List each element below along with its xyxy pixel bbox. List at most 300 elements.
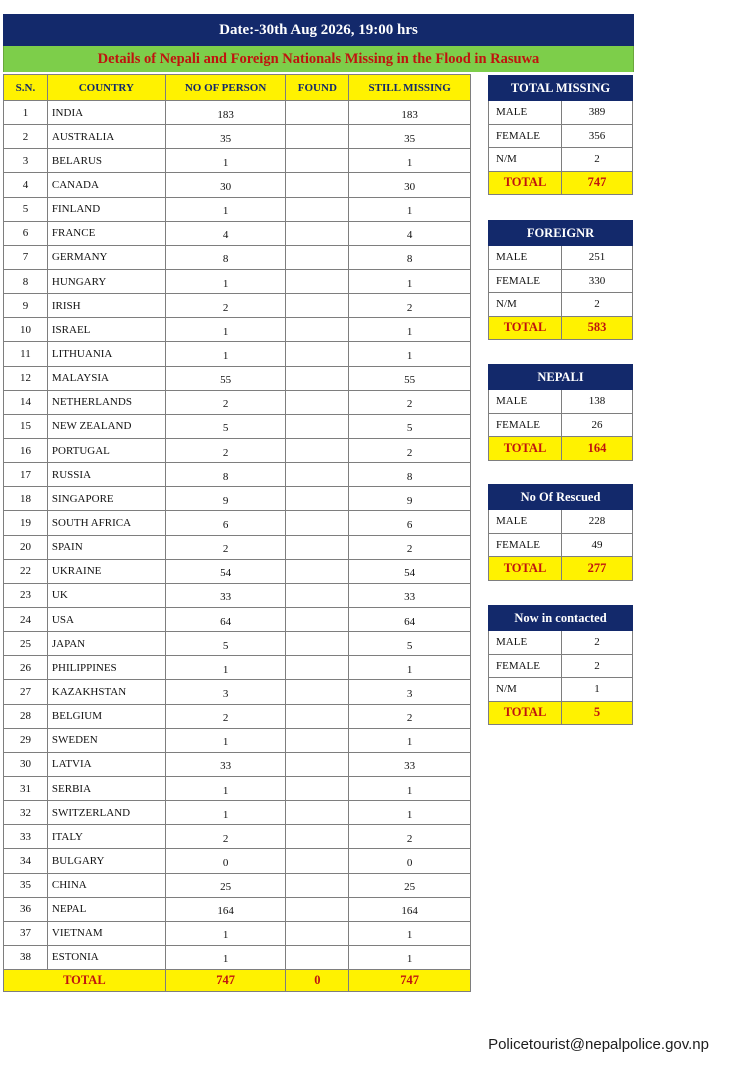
summary-label: N/M <box>489 293 562 317</box>
row-sn: 27 <box>4 680 48 704</box>
table-row <box>4 825 471 849</box>
summary-table <box>488 484 633 581</box>
row-still-missing: 1 <box>349 921 471 945</box>
row-sn: 19 <box>4 511 48 535</box>
summary-label: MALE <box>489 101 562 125</box>
row-found <box>286 438 349 462</box>
row-still-missing: 1 <box>349 318 471 342</box>
row-sn: 25 <box>4 632 48 656</box>
summary-row <box>489 293 633 317</box>
row-country: ITALY <box>47 825 165 849</box>
row-still-missing: 4 <box>349 221 471 245</box>
row-no-of-person: 1 <box>165 197 286 221</box>
table-row <box>4 438 471 462</box>
row-still-missing: 2 <box>349 294 471 318</box>
summary-value: 2 <box>562 148 633 172</box>
summary-table <box>488 75 633 195</box>
row-country: IRISH <box>47 294 165 318</box>
summary-total-label: TOTAL <box>489 557 562 581</box>
row-found <box>286 173 349 197</box>
row-sn: 10 <box>4 318 48 342</box>
row-country: VIETNAM <box>47 921 165 945</box>
row-sn: 34 <box>4 849 48 873</box>
summary-total-row <box>489 316 633 340</box>
foreigner-box <box>488 220 633 340</box>
row-no-of-person: 8 <box>165 463 286 487</box>
row-no-of-person: 164 <box>165 897 286 921</box>
row-sn: 23 <box>4 583 48 607</box>
row-no-of-person: 35 <box>165 125 286 149</box>
summary-label: MALE <box>489 390 562 414</box>
row-country: RUSSIA <box>47 463 165 487</box>
row-sn: 15 <box>4 414 48 438</box>
table-row <box>4 873 471 897</box>
table-row <box>4 801 471 825</box>
summary-total-label: TOTAL <box>489 171 562 195</box>
row-still-missing: 33 <box>349 752 471 776</box>
row-no-of-person: 4 <box>165 221 286 245</box>
row-no-of-person: 2 <box>165 535 286 559</box>
row-still-missing: 5 <box>349 414 471 438</box>
row-still-missing: 5 <box>349 632 471 656</box>
table-row <box>4 197 471 221</box>
row-still-missing: 30 <box>349 173 471 197</box>
row-country: NEW ZEALAND <box>47 414 165 438</box>
table-row <box>4 776 471 800</box>
row-found <box>286 583 349 607</box>
row-sn: 5 <box>4 197 48 221</box>
row-sn: 32 <box>4 801 48 825</box>
contacted-box <box>488 605 633 725</box>
row-still-missing: 1 <box>349 801 471 825</box>
summary-total-label: TOTAL <box>489 437 562 461</box>
row-still-missing: 6 <box>349 511 471 535</box>
row-still-missing: 1 <box>349 269 471 293</box>
row-still-missing: 55 <box>349 366 471 390</box>
row-country: SWEDEN <box>47 728 165 752</box>
summary-value: 251 <box>562 246 633 270</box>
row-country: BELARUS <box>47 149 165 173</box>
row-sn: 33 <box>4 825 48 849</box>
summary-value: 1 <box>562 678 633 702</box>
row-no-of-person: 1 <box>165 921 286 945</box>
table-row <box>4 511 471 535</box>
row-no-of-person: 6 <box>165 511 286 535</box>
row-still-missing: 1 <box>349 656 471 680</box>
table-row <box>4 221 471 245</box>
table-row <box>4 656 471 680</box>
table-row <box>4 921 471 945</box>
row-no-of-person: 9 <box>165 487 286 511</box>
row-sn: 28 <box>4 704 48 728</box>
row-found <box>286 342 349 366</box>
row-found <box>286 149 349 173</box>
row-no-of-person: 0 <box>165 849 286 873</box>
summary-label: N/M <box>489 678 562 702</box>
row-found <box>286 197 349 221</box>
row-still-missing: 183 <box>349 101 471 125</box>
row-found <box>286 825 349 849</box>
row-country: AUSTRALIA <box>47 125 165 149</box>
table-row <box>4 318 471 342</box>
row-found <box>286 390 349 414</box>
row-sn: 12 <box>4 366 48 390</box>
summary-value: 356 <box>562 124 633 148</box>
row-sn: 2 <box>4 125 48 149</box>
summary-total-row <box>489 437 633 461</box>
row-country: JAPAN <box>47 632 165 656</box>
row-found <box>286 511 349 535</box>
row-found <box>286 607 349 631</box>
row-sn: 8 <box>4 269 48 293</box>
row-found <box>286 849 349 873</box>
summary-row <box>489 413 633 437</box>
table-row <box>4 487 471 511</box>
table-row <box>4 245 471 269</box>
row-sn: 16 <box>4 438 48 462</box>
row-found <box>286 728 349 752</box>
report-title: Details of Nepali and Foreign Nationals Missing in the Flood in Rasuwa <box>3 46 634 72</box>
row-country: SPAIN <box>47 535 165 559</box>
row-sn: 6 <box>4 221 48 245</box>
summary-row <box>489 124 633 148</box>
table-row <box>4 173 471 197</box>
row-found <box>286 245 349 269</box>
summary-title: TOTAL MISSING <box>489 76 633 101</box>
summary-label: FEMALE <box>489 124 562 148</box>
row-still-missing: 9 <box>349 487 471 511</box>
summary-row <box>489 654 633 678</box>
row-still-missing: 2 <box>349 535 471 559</box>
row-sn: 35 <box>4 873 48 897</box>
total-persons: 747 <box>165 970 286 992</box>
row-no-of-person: 2 <box>165 704 286 728</box>
row-still-missing: 1 <box>349 776 471 800</box>
row-sn: 31 <box>4 776 48 800</box>
table-row <box>4 414 471 438</box>
table-total-row <box>4 970 471 992</box>
row-found <box>286 897 349 921</box>
row-sn: 30 <box>4 752 48 776</box>
row-country: NEPAL <box>47 897 165 921</box>
contact-email: Policetourist@nepalpolice.gov.np <box>488 1036 709 1053</box>
row-no-of-person: 30 <box>165 173 286 197</box>
summary-label: MALE <box>489 631 562 655</box>
row-no-of-person: 1 <box>165 656 286 680</box>
row-no-of-person: 1 <box>165 318 286 342</box>
summary-row <box>489 631 633 655</box>
row-country: SERBIA <box>47 776 165 800</box>
row-no-of-person: 5 <box>165 414 286 438</box>
summary-value: 26 <box>562 413 633 437</box>
table-row <box>4 607 471 631</box>
summary-title: FOREIGNR <box>489 221 633 246</box>
table-row <box>4 463 471 487</box>
row-country: GERMANY <box>47 245 165 269</box>
row-still-missing: 25 <box>349 873 471 897</box>
summary-row <box>489 533 633 557</box>
row-found <box>286 559 349 583</box>
summary-total-value: 583 <box>562 316 633 340</box>
row-found <box>286 318 349 342</box>
row-found <box>286 680 349 704</box>
summary-value: 2 <box>562 293 633 317</box>
row-sn: 4 <box>4 173 48 197</box>
summary-title: Now in contacted <box>489 606 633 631</box>
row-country: SWITZERLAND <box>47 801 165 825</box>
row-no-of-person: 1 <box>165 342 286 366</box>
row-country: LATVIA <box>47 752 165 776</box>
summary-table <box>488 220 633 340</box>
row-country: CANADA <box>47 173 165 197</box>
row-no-of-person: 5 <box>165 632 286 656</box>
row-no-of-person: 183 <box>165 101 286 125</box>
row-no-of-person: 3 <box>165 680 286 704</box>
summary-label: MALE <box>489 510 562 534</box>
column-header-country: COUNTRY <box>47 75 165 101</box>
row-no-of-person: 1 <box>165 149 286 173</box>
column-header-sn: S.N. <box>4 75 48 101</box>
row-found <box>286 921 349 945</box>
row-no-of-person: 2 <box>165 294 286 318</box>
table-row <box>4 945 471 969</box>
total-label: TOTAL <box>4 970 166 992</box>
summary-total-label: TOTAL <box>489 316 562 340</box>
row-still-missing: 1 <box>349 149 471 173</box>
row-still-missing: 0 <box>349 849 471 873</box>
row-still-missing: 54 <box>349 559 471 583</box>
row-still-missing: 2 <box>349 438 471 462</box>
summary-row <box>489 246 633 270</box>
row-sn: 38 <box>4 945 48 969</box>
summary-title: NEPALI <box>489 365 633 390</box>
summary-row <box>489 101 633 125</box>
row-sn: 24 <box>4 607 48 631</box>
row-country: BELGIUM <box>47 704 165 728</box>
table-row <box>4 149 471 173</box>
row-found <box>286 945 349 969</box>
row-country: NETHERLANDS <box>47 390 165 414</box>
summary-total-row <box>489 171 633 195</box>
row-still-missing: 8 <box>349 245 471 269</box>
row-still-missing: 8 <box>349 463 471 487</box>
row-no-of-person: 2 <box>165 438 286 462</box>
row-found <box>286 366 349 390</box>
row-country: FINLAND <box>47 197 165 221</box>
row-no-of-person: 55 <box>165 366 286 390</box>
row-sn: 9 <box>4 294 48 318</box>
row-still-missing: 35 <box>349 125 471 149</box>
row-still-missing: 64 <box>349 607 471 631</box>
summary-value: 138 <box>562 390 633 414</box>
table-row <box>4 390 471 414</box>
row-found <box>286 752 349 776</box>
row-no-of-person: 8 <box>165 245 286 269</box>
row-country: BULGARY <box>47 849 165 873</box>
row-found <box>286 101 349 125</box>
summary-total-value: 277 <box>562 557 633 581</box>
table-row <box>4 535 471 559</box>
table-row <box>4 366 471 390</box>
row-found <box>286 414 349 438</box>
summary-total-row <box>489 701 633 725</box>
row-found <box>286 221 349 245</box>
summary-total-label: TOTAL <box>489 701 562 725</box>
row-found <box>286 873 349 897</box>
column-header-found: FOUND <box>286 75 349 101</box>
row-no-of-person: 1 <box>165 269 286 293</box>
table-row <box>4 728 471 752</box>
row-found <box>286 463 349 487</box>
row-found <box>286 125 349 149</box>
row-found <box>286 776 349 800</box>
summary-row <box>489 678 633 702</box>
date-banner: Date:-30th Aug 2026, 19:00 hrs <box>3 14 634 46</box>
row-still-missing: 33 <box>349 583 471 607</box>
row-sn: 1 <box>4 101 48 125</box>
total-found: 0 <box>286 970 349 992</box>
table-row <box>4 342 471 366</box>
row-no-of-person: 1 <box>165 945 286 969</box>
row-still-missing: 1 <box>349 945 471 969</box>
summary-row <box>489 269 633 293</box>
row-no-of-person: 2 <box>165 825 286 849</box>
table-row <box>4 897 471 921</box>
summary-total-value: 747 <box>562 171 633 195</box>
row-still-missing: 3 <box>349 680 471 704</box>
row-still-missing: 1 <box>349 197 471 221</box>
row-sn: 17 <box>4 463 48 487</box>
row-country: FRANCE <box>47 221 165 245</box>
summary-value: 389 <box>562 101 633 125</box>
table-row <box>4 704 471 728</box>
row-still-missing: 164 <box>349 897 471 921</box>
row-no-of-person: 33 <box>165 752 286 776</box>
summary-label: FEMALE <box>489 413 562 437</box>
row-still-missing: 1 <box>349 728 471 752</box>
row-no-of-person: 1 <box>165 801 286 825</box>
summary-value: 2 <box>562 631 633 655</box>
row-no-of-person: 25 <box>165 873 286 897</box>
summary-label: N/M <box>489 148 562 172</box>
row-country: USA <box>47 607 165 631</box>
table-row <box>4 101 471 125</box>
row-found <box>286 487 349 511</box>
summary-row <box>489 390 633 414</box>
row-still-missing: 1 <box>349 342 471 366</box>
summary-label: FEMALE <box>489 654 562 678</box>
row-no-of-person: 64 <box>165 607 286 631</box>
summary-row <box>489 148 633 172</box>
row-found <box>286 535 349 559</box>
row-country: SOUTH AFRICA <box>47 511 165 535</box>
summary-value: 330 <box>562 269 633 293</box>
row-no-of-person: 54 <box>165 559 286 583</box>
row-country: UK <box>47 583 165 607</box>
row-country: ISRAEL <box>47 318 165 342</box>
row-sn: 18 <box>4 487 48 511</box>
summary-row <box>489 510 633 534</box>
row-sn: 7 <box>4 245 48 269</box>
column-header-still-missing: STILL MISSING <box>349 75 471 101</box>
row-country: PHILIPPINES <box>47 656 165 680</box>
row-still-missing: 2 <box>349 825 471 849</box>
row-sn: 14 <box>4 390 48 414</box>
row-country: LITHUANIA <box>47 342 165 366</box>
table-row <box>4 849 471 873</box>
row-country: MALAYSIA <box>47 366 165 390</box>
table-row <box>4 680 471 704</box>
row-sn: 26 <box>4 656 48 680</box>
row-sn: 36 <box>4 897 48 921</box>
row-found <box>286 294 349 318</box>
table-row <box>4 294 471 318</box>
missing-persons-table <box>3 74 471 992</box>
row-no-of-person: 2 <box>165 390 286 414</box>
summary-value: 49 <box>562 533 633 557</box>
row-country: ESTONIA <box>47 945 165 969</box>
row-found <box>286 269 349 293</box>
row-country: PORTUGAL <box>47 438 165 462</box>
summary-title: No Of Rescued <box>489 485 633 510</box>
row-found <box>286 656 349 680</box>
row-country: HUNGARY <box>47 269 165 293</box>
summary-label: MALE <box>489 246 562 270</box>
summary-table <box>488 364 633 461</box>
table-row <box>4 583 471 607</box>
rescued-box <box>488 484 633 581</box>
table-row <box>4 125 471 149</box>
total-still-missing: 747 <box>349 970 471 992</box>
nepali-box <box>488 364 633 461</box>
row-found <box>286 632 349 656</box>
row-country: CHINA <box>47 873 165 897</box>
table-row <box>4 632 471 656</box>
row-country: SINGAPORE <box>47 487 165 511</box>
row-found <box>286 801 349 825</box>
row-country: KAZAKHSTAN <box>47 680 165 704</box>
row-sn: 3 <box>4 149 48 173</box>
row-sn: 22 <box>4 559 48 583</box>
row-found <box>286 704 349 728</box>
summary-value: 2 <box>562 654 633 678</box>
row-sn: 20 <box>4 535 48 559</box>
row-no-of-person: 1 <box>165 776 286 800</box>
summary-total-value: 164 <box>562 437 633 461</box>
row-sn: 11 <box>4 342 48 366</box>
row-no-of-person: 33 <box>165 583 286 607</box>
summary-table <box>488 605 633 725</box>
column-header-no-of-person: NO OF PERSON <box>165 75 286 101</box>
summary-label: FEMALE <box>489 533 562 557</box>
row-still-missing: 2 <box>349 704 471 728</box>
summary-value: 228 <box>562 510 633 534</box>
row-no-of-person: 1 <box>165 728 286 752</box>
table-row <box>4 752 471 776</box>
row-sn: 37 <box>4 921 48 945</box>
table-row <box>4 269 471 293</box>
total-missing-box <box>488 75 633 195</box>
row-sn: 29 <box>4 728 48 752</box>
summary-total-row <box>489 557 633 581</box>
row-country: INDIA <box>47 101 165 125</box>
row-still-missing: 2 <box>349 390 471 414</box>
summary-total-value: 5 <box>562 701 633 725</box>
table-header-row <box>4 75 471 101</box>
table-row <box>4 559 471 583</box>
summary-label: FEMALE <box>489 269 562 293</box>
row-country: UKRAINE <box>47 559 165 583</box>
